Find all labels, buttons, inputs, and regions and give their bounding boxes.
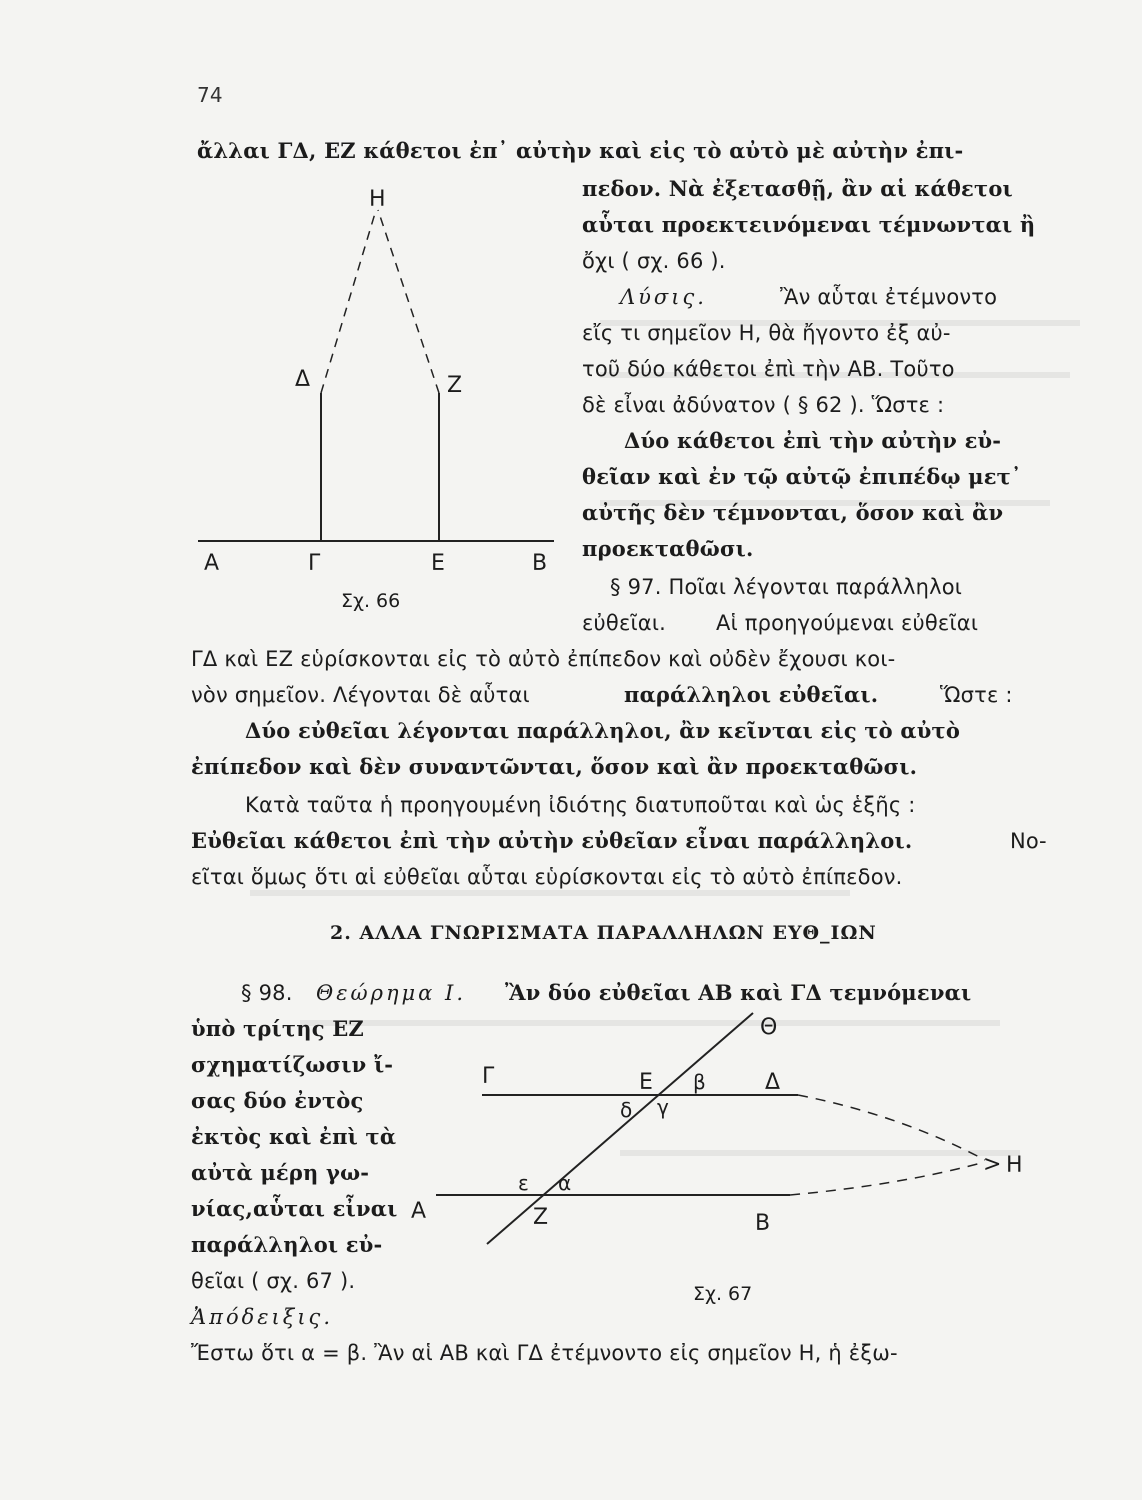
- theorem-label: Θεώρημα Ι.: [316, 981, 467, 1005]
- theorem-line-1: Ἂν δύο εὐθεῖαι ΑΒ καὶ ΓΔ τεμνόμεναι: [505, 980, 972, 1005]
- text-line-20b: Νο-: [1010, 829, 1047, 853]
- text-line-19: Κατὰ ταῦτα ἡ προηγουμένη ἰδιότης διατυποῦται καὶ ὡς ἑξῆς :: [245, 793, 916, 817]
- fig67-label-B: Β: [755, 1211, 771, 1236]
- proof-line-1: Ἔστω ὅτι α = β. Ἂν αἱ ΑΒ καὶ ΓΔ ἐτέμνοντο εἰς σημεῖον Η, ἡ ἐξω-: [191, 1341, 898, 1365]
- fig66-label-A: Α: [204, 551, 220, 576]
- fig67-caption: Σχ. 67: [693, 1283, 753, 1305]
- fig67-label-gamma: γ: [657, 1095, 669, 1119]
- text-line-10: θεῖαν καὶ ἐν τῷ αὐτῷ ἐπιπέδῳ μετ᾿: [582, 464, 1022, 489]
- theorem-line-2: ὑπὸ τρίτης ΕΖ: [191, 1016, 364, 1041]
- fig67-label-delta: δ: [620, 1098, 633, 1122]
- text-line-1: ἄλλαι ΓΔ, ΕΖ κάθετοι ἐπ᾿ αὐτὴν καὶ εἰς τὸ αὐτὸ μὲ αὐτὴν ἐπι-: [197, 138, 964, 163]
- definition-line-2: ἐπίπεδον καὶ δὲν συναντῶνται, ὅσον καὶ ἂν προεκταθῶσι.: [191, 754, 918, 779]
- text-line-12: προεκταθῶσι.: [582, 536, 754, 561]
- text-line-5: Ἂν αὗται ἐτέμνοντο: [780, 285, 998, 309]
- text-line-3: αὗται προεκτεινόμεναι τέμνωνται ἢ: [582, 212, 1036, 237]
- fig67-label-G: Γ: [482, 1064, 495, 1089]
- theorem-line-3: σχηματίζωσιν ἴ-: [191, 1052, 394, 1077]
- fig66-label-H: Η: [369, 187, 386, 212]
- section-97-title: § 97. Ποῖαι λέγονται παράλληλοι: [610, 575, 963, 599]
- fig66-label-E: Ε: [431, 551, 445, 576]
- proof-label: Ἀπόδειξις.: [191, 1305, 333, 1329]
- section-98-number: § 98.: [241, 981, 293, 1005]
- fig66-label-G: Γ: [308, 551, 321, 576]
- dashed-DH: [798, 1095, 985, 1160]
- text-line-14b: Αἱ προηγούμεναι εὐθεῖαι: [716, 611, 979, 635]
- lysis-label: Λύσις.: [620, 285, 707, 309]
- text-line-16a: νὸν σημεῖον. Λέγονται δὲ αὗται: [191, 683, 530, 707]
- transversal-ThZ: [487, 1013, 753, 1244]
- dashed-BH: [790, 1162, 985, 1195]
- text-line-6: εἴς τι σημεῖον Η, θὰ ἤγοντο ἐξ αὐ-: [582, 321, 951, 345]
- text-line-2: πεδον. Νὰ ἐξετασθῇ, ἂν αἱ κάθετοι: [582, 176, 1013, 201]
- fig67-label-H: Η: [1006, 1153, 1023, 1178]
- text-line-9: Δύο κάθετοι ἐπὶ τὴν αὐτὴν εὐ-: [624, 428, 1002, 453]
- fig67-label-E: Ε: [639, 1070, 653, 1095]
- theorem-line-4: σας δύο ἐντὸς: [191, 1088, 364, 1113]
- theorem-line-8: παράλληλοι εὐ-: [191, 1232, 383, 1257]
- text-line-16b: παράλληλοι εὐθεῖαι.: [624, 682, 879, 707]
- text-line-20a: Εὐθεῖαι κάθετοι ἐπὶ τὴν αὐτὴν εὐθεῖαν εἶναι παράλληλοι.: [191, 828, 913, 853]
- section-heading: 2. ΑΛΛΑ ΓΝΩΡΙΣΜΑΤΑ ΠΑΡΑΛΛΗΛΩΝ ΕΥΘ_ΙΩΝ: [330, 922, 877, 944]
- text-line-8: δὲ εἶναι ἀδύνατον ( § 62 ). Ὥστε :: [582, 393, 945, 417]
- fig67-label-alpha: α: [558, 1171, 572, 1195]
- theorem-line-5: ἐκτὸς καὶ ἐπὶ τὰ: [191, 1124, 397, 1149]
- fig67-label-eps: ε: [518, 1171, 529, 1195]
- text-line-7: τοῦ δύο κάθετοι ἐπὶ τὴν ΑΒ. Τοῦτο: [582, 357, 955, 381]
- text-line-11: αὐτῆς δὲν τέμνονται, ὅσον καὶ ἂν: [582, 500, 1004, 525]
- page-number: 74: [197, 83, 223, 107]
- fig67-label-A: Α: [411, 1199, 427, 1224]
- theorem-line-6: αὐτὰ μέρη γω-: [191, 1160, 370, 1185]
- text-line-16c: Ὥστε :: [940, 683, 1013, 707]
- theorem-line-7: νίας,αὗται εἶναι: [191, 1196, 398, 1221]
- fig66-label-Z: Z: [447, 373, 463, 398]
- text-line-4: ὄχι ( σχ. 66 ).: [582, 249, 726, 273]
- text-line-14a: εὐθεῖαι.: [582, 611, 667, 635]
- fig67-arrow: >: [983, 1152, 1002, 1177]
- text-line-15: ΓΔ καὶ ΕΖ εὑρίσκονται εἰς τὸ αὐτὸ ἐπίπεδον καὶ οὐδὲν ἔχουσι κοι-: [191, 647, 896, 671]
- definition-line-1: Δύο εὐθεῖαι λέγονται παράλληλοι, ἂν κεῖνται εἰς τὸ αὐτὸ: [245, 718, 961, 743]
- fig66-label-D: Δ: [295, 367, 311, 392]
- fig66-label-B: Β: [532, 551, 548, 576]
- theorem-line-9: θεῖαι ( σχ. 67 ).: [191, 1269, 356, 1293]
- fig67-label-Z: Ζ: [533, 1205, 549, 1230]
- fig67-label-beta: β: [693, 1070, 706, 1094]
- text-line-21: εῖται ὅμως ὅτι αἱ εὐθεῖαι αὗται εὑρίσκονται εἰς τὸ αὐτὸ ἐπίπεδον.: [191, 865, 903, 889]
- fig66-caption: Σχ. 66: [341, 590, 401, 612]
- fig67-label-D: Δ: [765, 1070, 781, 1095]
- fig67-label-Th: Θ: [760, 1015, 778, 1040]
